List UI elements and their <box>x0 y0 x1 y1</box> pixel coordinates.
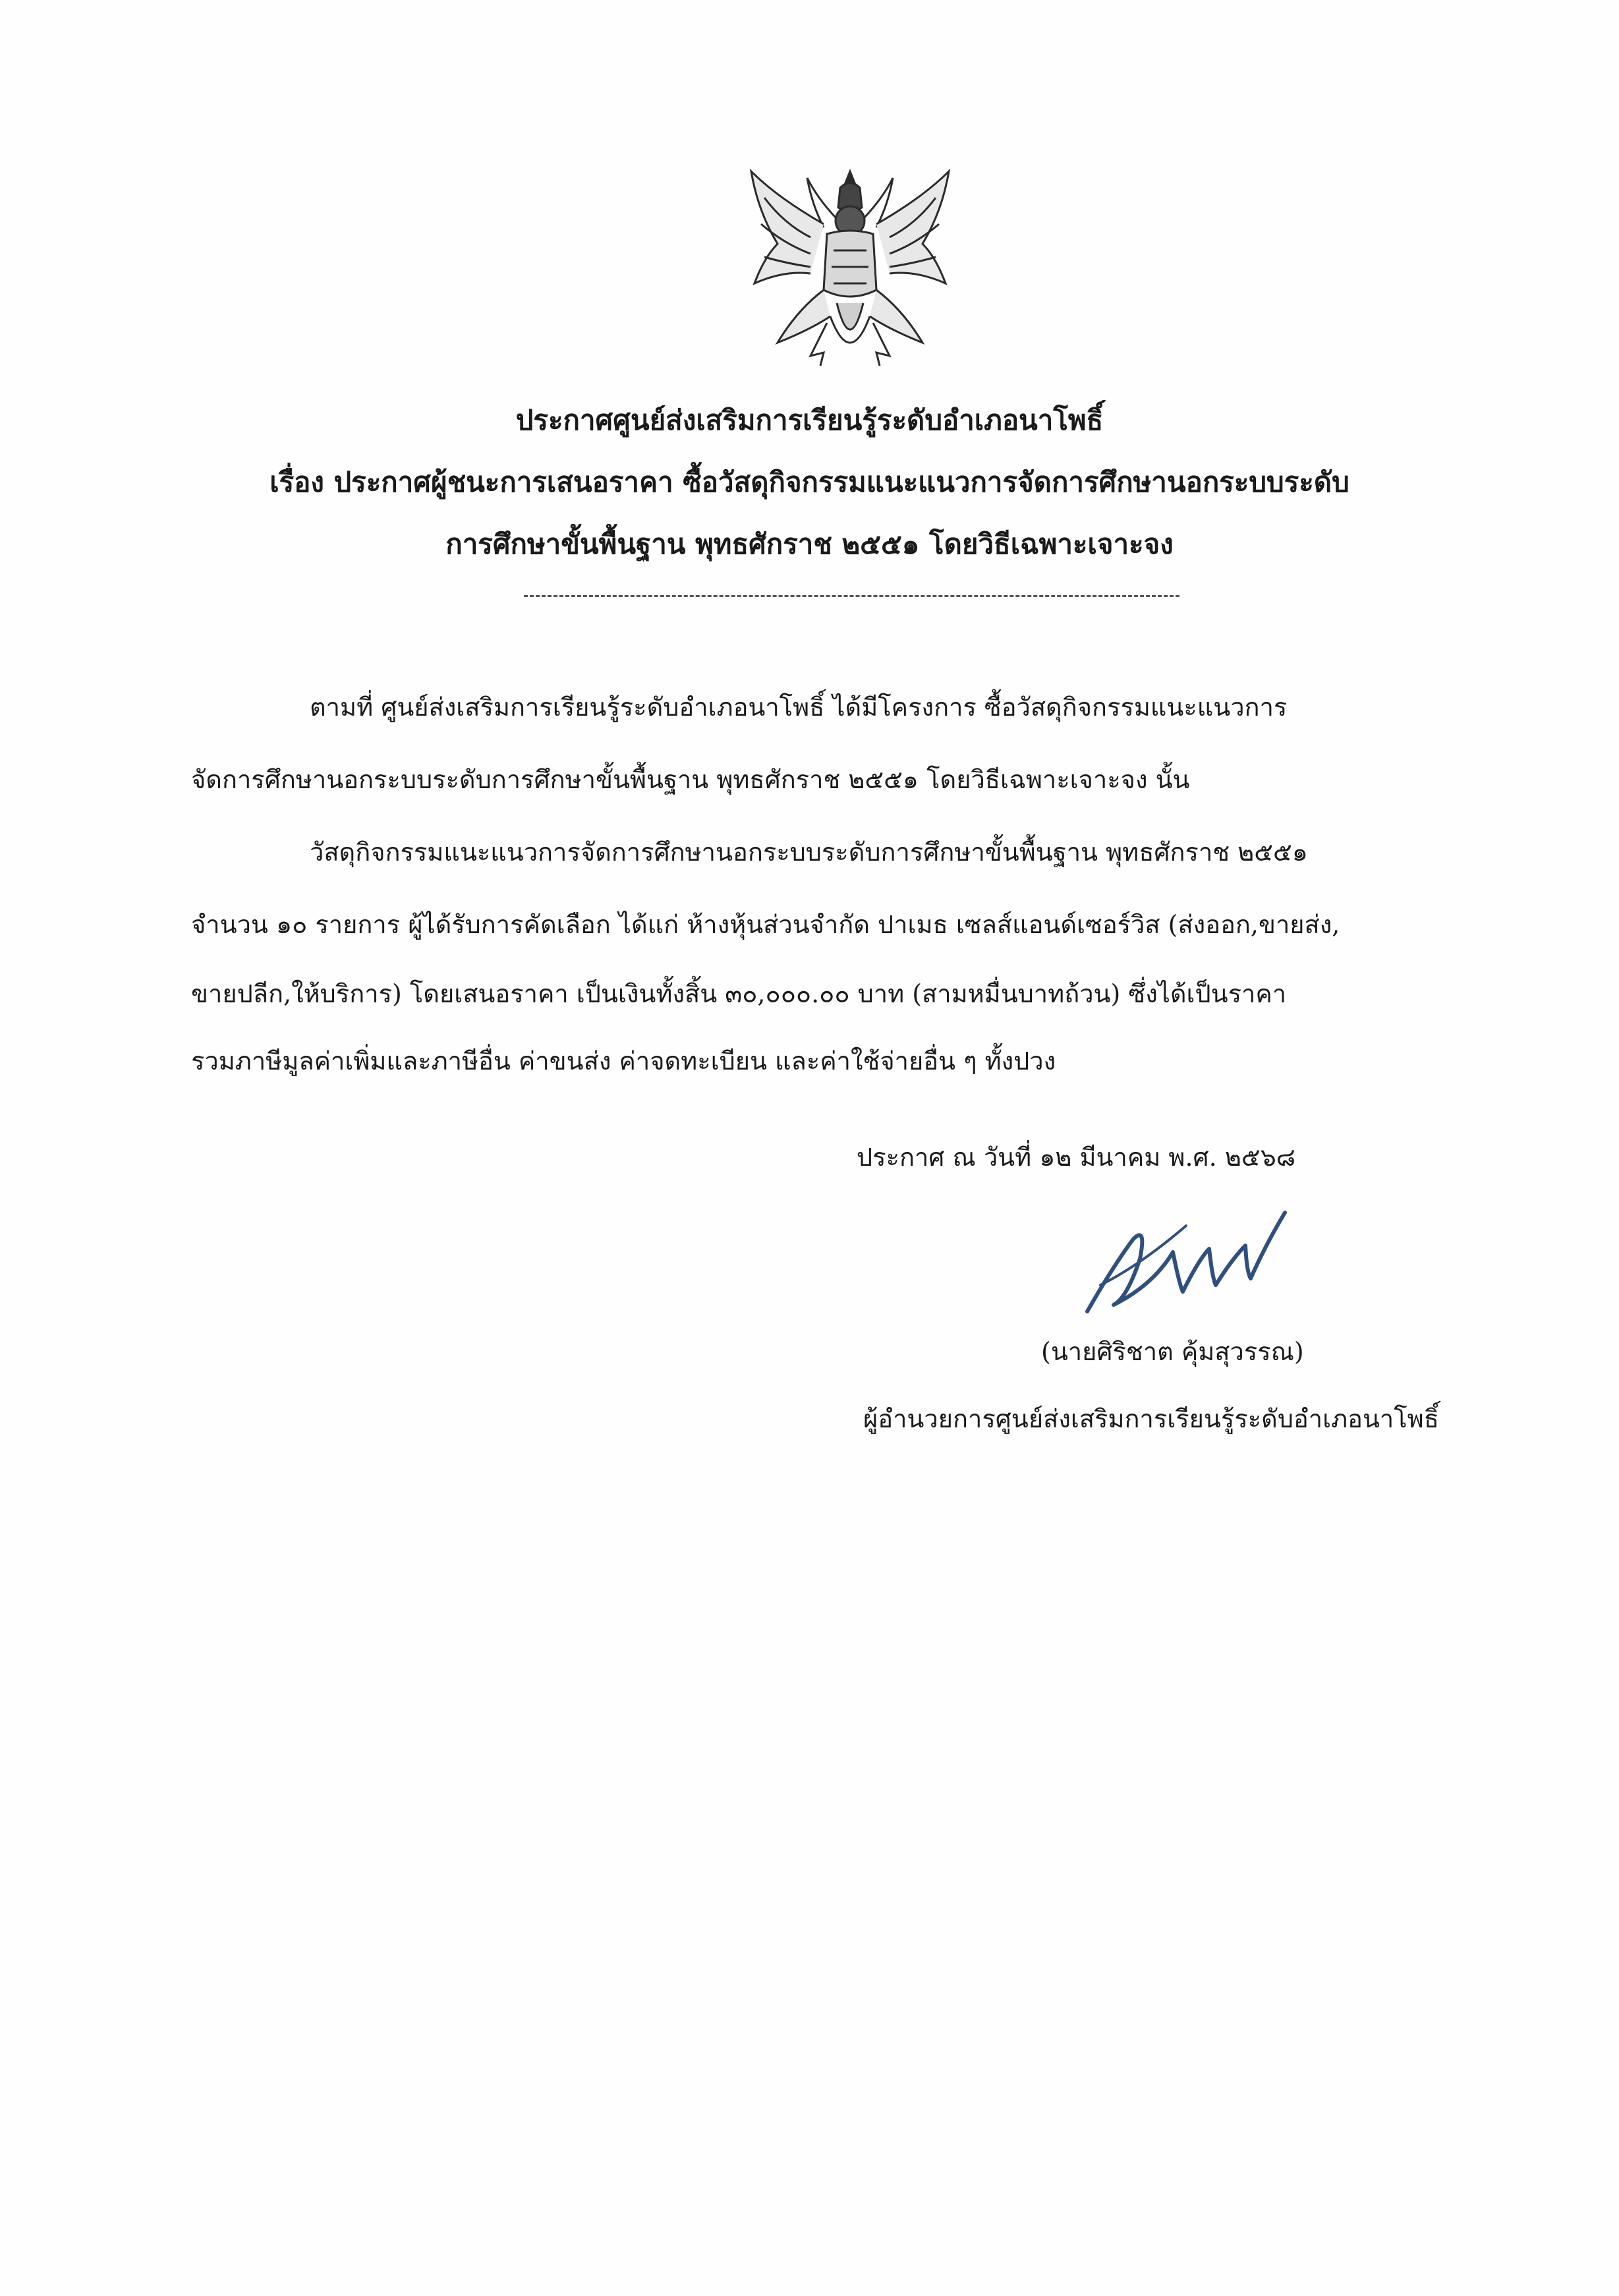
heading-line-2: เรื่อง ประกาศผู้ชนะการเสนอราคา ซื้อวัสดุกิจกรรมแนะแนวการจัดการศึกษานอกระบบระดับ <box>270 466 1349 498</box>
paragraph-1-line-2: จัดการศึกษานอกระบบระดับการศึกษาขั้นพื้นฐาน พุทธศักราช ๒๕๕๑ โดยวิธีเฉพาะเจาะจง นั้น <box>191 765 1190 794</box>
handwritten-signature-icon <box>1074 1186 1292 1325</box>
signatory-name: (นายศิริชาต คุ้มสุวรรณ) <box>1041 1337 1304 1366</box>
announcement-date: ประกาศ ณ วันที่ ๑๒ มีนาคม พ.ศ. ๒๕๖๘ <box>857 1143 1296 1172</box>
paragraph-2-line-2: จำนวน ๑๐ รายการ ผู้ได้รับการคัดเลือก ได้แก่ ห้างหุ้นส่วนจำกัด ปาเมธ เซลส์แอนด์เซอร์วิส (ส่งออก,ขายส่ง, <box>191 910 1340 939</box>
signatory-position: ผู้อำนวยการศูนย์ส่งเสริมการเรียนรู้ระดับอำเภอนาโพธิ์ <box>863 1404 1439 1433</box>
garuda-emblem-icon <box>738 158 962 376</box>
heading-divider <box>524 595 1179 597</box>
heading-line-3: การศึกษาขั้นพื้นฐาน พุทธศักราช ๒๕๕๑ โดยวิธีเฉพาะเจาะจง <box>445 528 1174 560</box>
paragraph-1-line-1: ตามที่ ศูนย์ส่งเสริมการเรียนรู้ระดับอำเภอนาโพธิ์ ได้มีโครงการ ซื้อวัสดุกิจกรรมแนะแนวการ <box>310 693 1288 722</box>
paragraph-2-line-4: รวมภาษีมูลค่าเพิ่มและภาษีอื่น ค่าขนส่ง ค่าจดทะเบียน และค่าใช้จ่ายอื่น ๆ ทั้งปวง <box>191 1047 1056 1076</box>
paragraph-2-line-1: วัสดุกิจกรรมแนะแนวการจัดการศึกษานอกระบบระดับการศึกษาขั้นพื้นฐาน พุทธศักราช ๒๕๕๑ <box>310 838 1308 867</box>
paragraph-2-line-3: ขายปลีก,ให้บริการ) โดยเสนอราคา เป็นเงินทั้งสิ้น ๓๐,๐๐๐.๐๐ บาท (สามหมื่นบาทถ้วน) ซึ่งได้เป็นราคา <box>191 979 1287 1008</box>
heading-line-1: ประกาศศูนย์ส่งเสริมการเรียนรู้ระดับอำเภอนาโพธิ์ <box>515 404 1104 436</box>
